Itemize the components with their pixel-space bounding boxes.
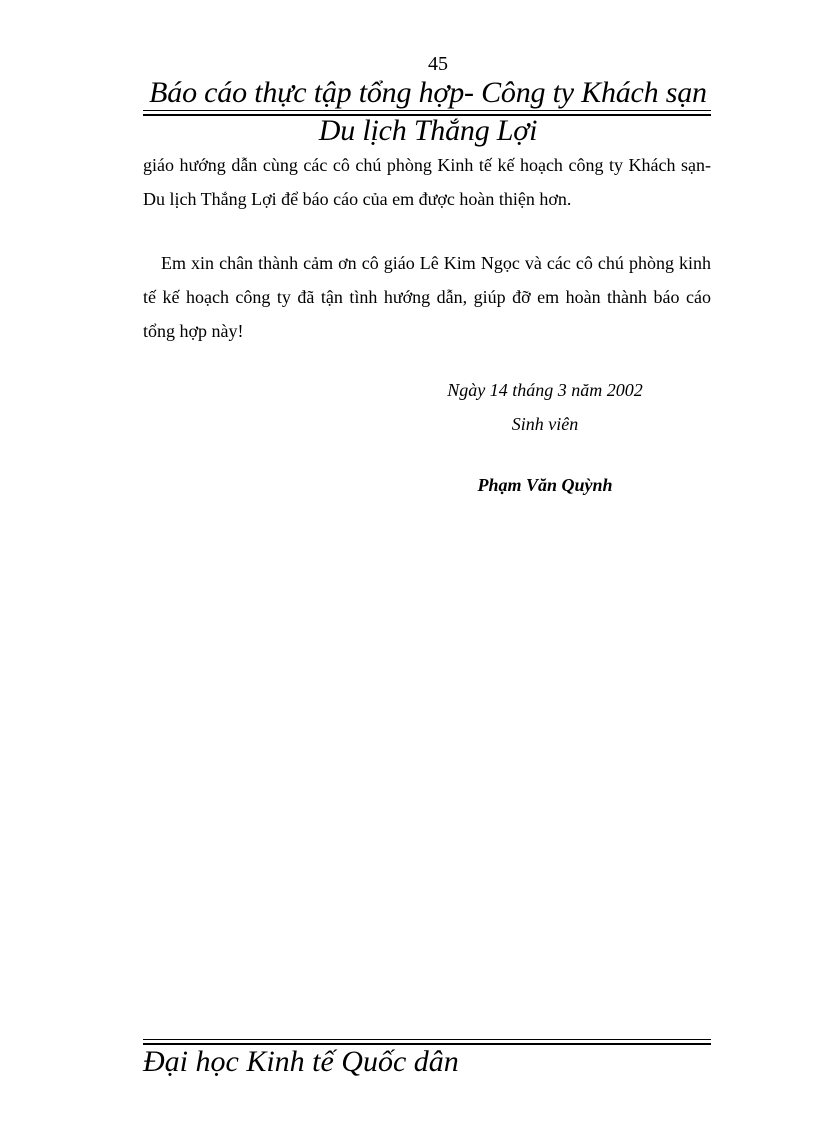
signature-name: Phạm Văn Quỳnh	[477, 475, 613, 495]
signature-date: Ngày 14 tháng 3 năm 2002	[447, 380, 643, 400]
header-title-line-2: Du lịch Thắng Lợi	[318, 114, 538, 147]
signature-role: Sinh viên	[511, 414, 579, 434]
footer-title: Đại học Kinh tế Quốc dân	[143, 1045, 459, 1078]
header-title-line-1: Báo cáo thực tập tổng hợp- Công ty Khách sạn	[149, 76, 707, 109]
body-paragraph-1: giáo hướng dẫn cùng các cô chú phòng Kinh tế kế hoạch công ty Khách sạn- Du lịch Thắng Lợi để báo cáo của em được hoàn thiện hơn.	[143, 155, 711, 209]
body-paragraph-2: Em xin chân thành cảm ơn cô giáo Lê Kim Ngọc và các cô chú phòng kinh tế kế hoạch công ty đã tận tình hướng dẫn, giúp đỡ em hoàn thành báo cáo tổng hợp này!	[143, 253, 711, 341]
page-number: 45	[428, 53, 448, 75]
